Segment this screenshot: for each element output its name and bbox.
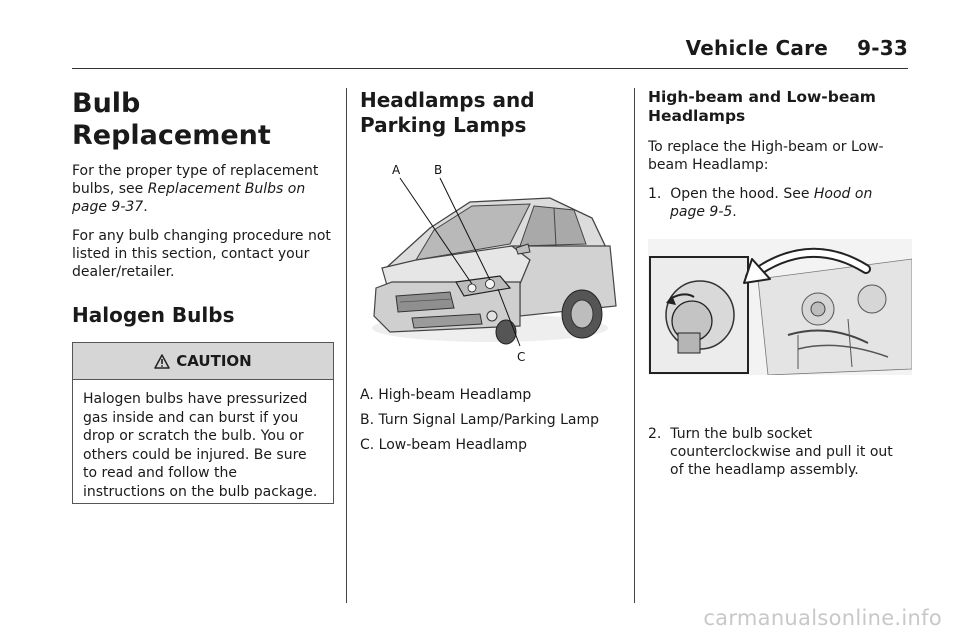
step-2 (648, 425, 910, 479)
section-heading-headlamps: Headlamps and Parking Lamps (360, 88, 535, 137)
paragraph-dealer: For any bulb changing procedure not listed in this section, contact your dealer/retailer. (72, 228, 331, 280)
subheading-halogen-bulbs: Halogen Bulbs (72, 303, 235, 327)
intro-paragraph: To replace the High-beam or Low-beam Headlamp: (648, 139, 884, 173)
step-1 (648, 185, 910, 221)
header-rule (72, 68, 908, 69)
legend-item-b: B. Turn Signal Lamp/Parking Lamp (360, 412, 599, 428)
section-heading-bulb-replacement: Bulb Replacement (72, 88, 271, 151)
column-divider-2 (634, 88, 635, 603)
watermark: carmanualsonline.info (703, 606, 942, 630)
legend-item-c: C. Low-beam Headlamp (360, 437, 528, 453)
caution-box (72, 342, 334, 504)
figure-label-b: B (434, 163, 443, 177)
column-1 (72, 88, 334, 504)
caution-body: Halogen bulbs have pressurized gas inside and can burst if you drop or scratch the bulb. You or others could be injured. Be sure to read and follow the instructions on the bulb package. (83, 391, 318, 500)
cross-reference-link[interactable]: Replacement Bulbs on page 9-37 (72, 181, 306, 215)
paragraph-end: . (143, 199, 148, 215)
car-front-illustration (360, 156, 622, 374)
figure-label-c: C (517, 350, 526, 364)
step-1-text: Open the hood. See (670, 186, 814, 202)
section-title: Vehicle Care (685, 36, 828, 60)
cross-reference-link[interactable]: Hood on page 9-5 (670, 186, 873, 220)
step-1-end: . (732, 204, 737, 220)
page-header (686, 36, 908, 60)
column-3 (648, 88, 910, 489)
step-2-number: 2. (648, 426, 662, 442)
figure-legend (360, 386, 622, 454)
figure-label-a: A (392, 163, 401, 177)
caution-header (73, 343, 333, 380)
column-divider-1 (346, 88, 347, 603)
caution-title: CAUTION (176, 352, 252, 370)
step-1-number: 1. (648, 186, 662, 202)
warning-triangle-icon (154, 354, 170, 369)
step-2-text: Turn the bulb socket counterclockwise and pull it out of the headlamp assembly. (670, 426, 893, 478)
legend-item-a: A. High-beam Headlamp (360, 387, 532, 403)
page-number: 9-33 (857, 36, 908, 60)
headlamp-socket-illustration (648, 239, 912, 375)
column-2 (360, 88, 622, 461)
section-heading-high-low-beam: High-beam and Low-beam Headlamps (648, 88, 876, 125)
paragraph-text: For the proper type of replacement bulbs, see (72, 163, 319, 197)
paragraph-replacement-type (72, 162, 334, 216)
